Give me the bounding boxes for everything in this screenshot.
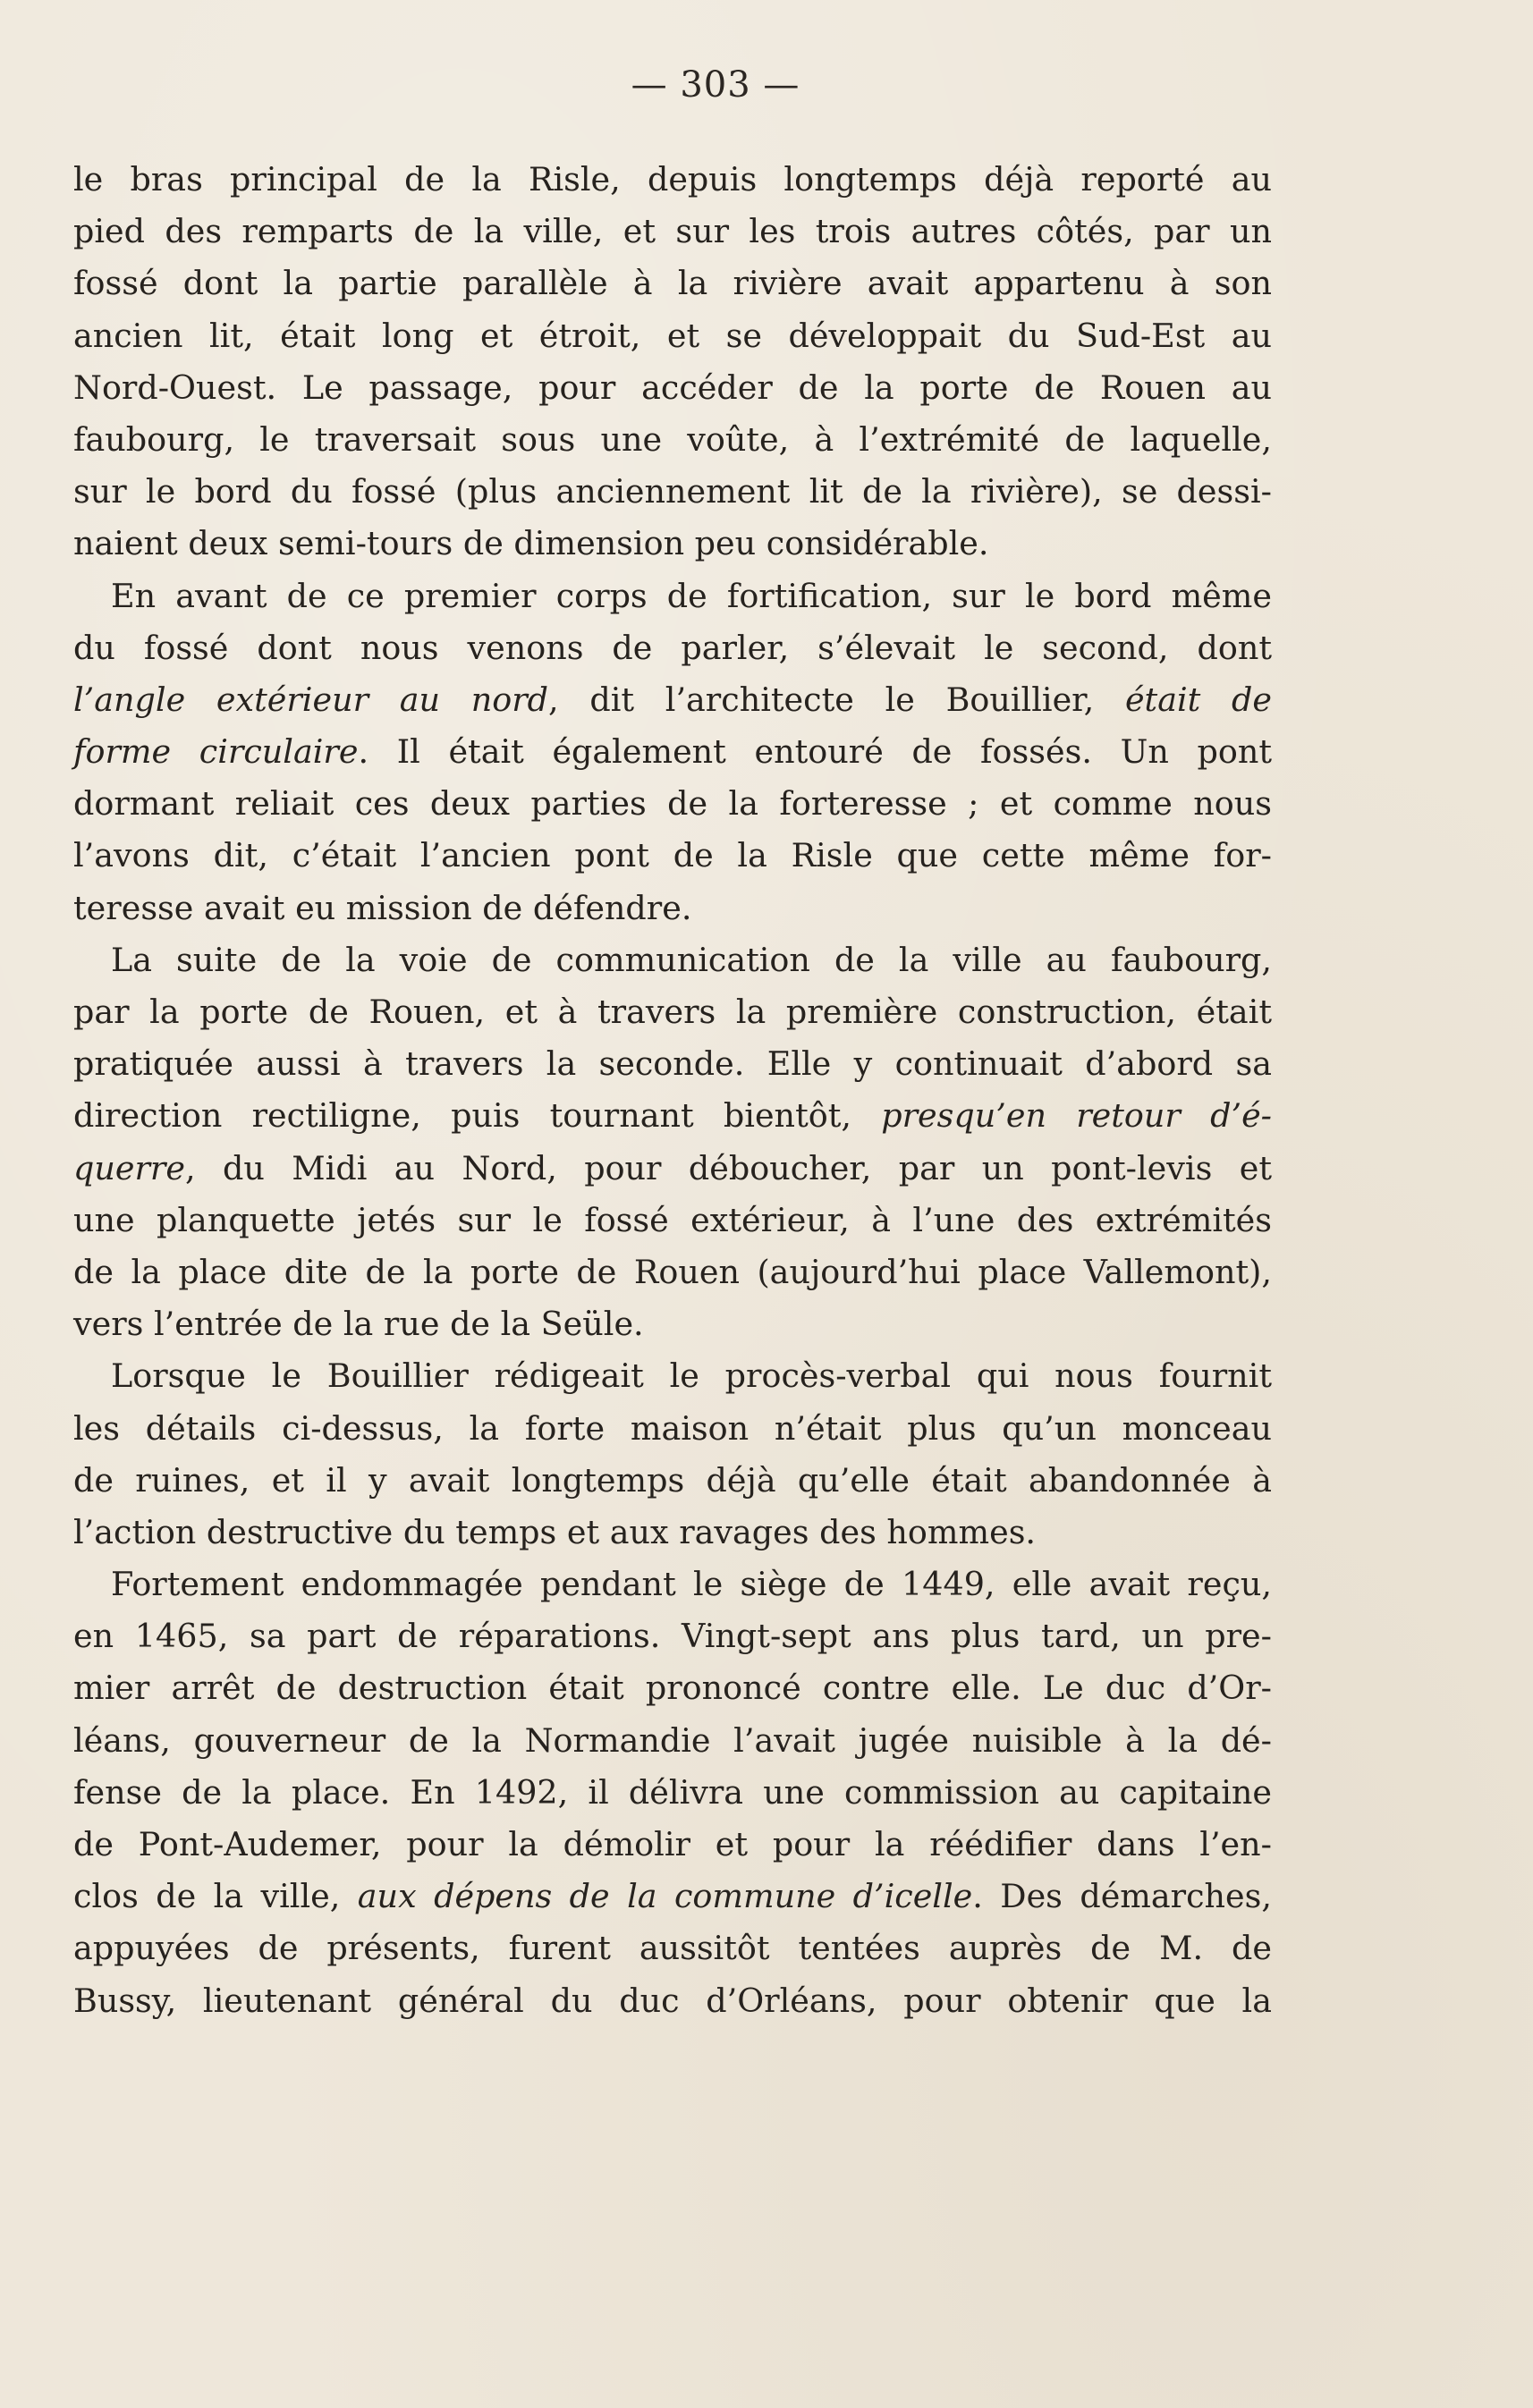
text-segment: les détails ci-dessus, la forte maison n’était plus qu’un monceau	[73, 1408, 1272, 1448]
text-line	[73, 466, 1272, 518]
text-segment: pratiquée aussi à travers la seconde. Elle y continuait d’abord sa	[73, 1044, 1272, 1084]
text-line	[73, 1715, 1272, 1767]
italic-segment: presqu’en retour d’é-	[881, 1096, 1273, 1136]
text-segment: , du Midi au Nord, pour déboucher, par un pont-levis et	[184, 1148, 1272, 1187]
text-line	[73, 1455, 1272, 1507]
text-segment: En avant de ce premier corps de fortification, sur le bord même	[111, 576, 1272, 615]
text-segment: de Pont-Audemer, pour la démolir et pour la réédifier dans l’en-	[73, 1825, 1272, 1863]
text-line	[73, 414, 1272, 466]
text-line	[73, 1767, 1272, 1819]
text-segment: teresse avait eu mission de défendre.	[73, 888, 692, 927]
text-line	[73, 310, 1272, 362]
text-segment: ancien lit, était long et étroit, et se développait du Sud-Est au	[73, 316, 1272, 355]
text-segment: une planquette jetés sur le fossé extérieur, à l’une des extrémités	[73, 1200, 1272, 1239]
text-line	[73, 1143, 1272, 1195]
text-line	[73, 934, 1272, 986]
text-line	[73, 986, 1272, 1038]
text-segment: direction rectiligne, puis tournant bientôt,	[73, 1096, 882, 1136]
text-segment: Bussy, lieutenant général du duc d’Orléans, pour obtenir que la	[73, 1981, 1272, 2020]
text-segment: fossé dont la partie parallèle à la rivière avait appartenu à son	[73, 264, 1272, 303]
text-segment: appuyées de présents, furent aussitôt tentées auprès de M. de	[73, 1929, 1272, 1968]
text-segment: du fossé dont nous venons de parler, s’élevait le second, dont	[73, 628, 1272, 667]
text-line	[73, 622, 1272, 674]
text-line	[73, 1090, 1272, 1142]
text-segment: . Il était également entouré de fossés. Un pont	[358, 732, 1272, 772]
text-line	[73, 726, 1272, 778]
text-segment: Lorsque le Bouillier rédigeait le procès-verbal qui nous fournit	[111, 1356, 1272, 1396]
text-line	[73, 1871, 1272, 1922]
text-line	[73, 778, 1272, 830]
italic-segment: l’angle extérieur au nord	[73, 680, 549, 719]
text-segment: léans, gouverneur de la Normandie l’avait jugée nuisible à la dé-	[73, 1720, 1272, 1760]
text-line	[73, 883, 1272, 934]
text-segment: de ruines, et il y avait longtemps déjà qu’elle était abandonnée à	[73, 1460, 1272, 1500]
text-segment: Nord-Ouest. Le passage, pour accéder de la porte de Rouen au	[73, 368, 1272, 407]
body-text	[73, 154, 1272, 2027]
text-segment: l’action destructive du temps et aux ravages des hommes.	[73, 1512, 1037, 1551]
text-line	[73, 1922, 1272, 1974]
text-segment: . Des démarches,	[972, 1877, 1272, 1916]
italic-segment: était de	[1124, 680, 1272, 719]
text-segment: le bras principal de la Risle, depuis longtemps déjà reporté au	[73, 160, 1272, 199]
text-line	[73, 258, 1272, 309]
text-line	[73, 1246, 1272, 1298]
text-line	[73, 1038, 1272, 1090]
text-line	[73, 362, 1272, 414]
text-segment: La suite de la voie de communication de la ville au faubourg,	[111, 940, 1272, 979]
text-line	[73, 1610, 1272, 1662]
text-line	[73, 1559, 1272, 1610]
text-segment: vers l’entrée de la rue de la Seüle.	[73, 1305, 644, 1344]
text-line	[73, 1350, 1272, 1402]
text-line	[73, 1662, 1272, 1714]
italic-segment: forme circulaire	[73, 732, 359, 772]
text-line	[73, 154, 1272, 206]
text-segment: clos de la ville,	[73, 1877, 358, 1916]
text-segment: dormant reliait ces deux parties de la forteresse ; et comme nous	[73, 784, 1272, 824]
italic-segment: aux dépens de la commune d’icelle	[357, 1877, 973, 1916]
text-segment: naient deux semi-tours de dimension peu considérable.	[73, 524, 989, 563]
text-segment: fense de la place. En 1492, il délivra une commission au capitaine	[73, 1772, 1272, 1812]
text-segment: de la place dite de la porte de Rouen (aujourd’hui place Vallemont),	[73, 1252, 1272, 1291]
text-line	[73, 570, 1272, 622]
text-line	[73, 1975, 1272, 2027]
text-line	[73, 518, 1272, 570]
text-segment: , dit l’architecte le Bouillier,	[548, 680, 1125, 719]
text-segment: pied des remparts de la ville, et sur les trois autres côtés, par un	[73, 212, 1272, 251]
text-line	[73, 1819, 1272, 1871]
text-line	[73, 206, 1272, 258]
text-segment: sur le bord du fossé (plus anciennement lit de la rivière), se dessi-	[73, 472, 1272, 511]
text-line	[73, 1403, 1272, 1455]
text-segment: par la porte de Rouen, et à travers la première construction, était	[73, 993, 1272, 1031]
text-line	[73, 1298, 1272, 1350]
text-segment: Fortement endommagée pendant le siège de 1449, elle avait reçu,	[111, 1565, 1272, 1604]
text-segment: mier arrêt de destruction était prononcé contre elle. Le duc d’Or-	[73, 1669, 1272, 1708]
text-segment: faubourg, le traversait sous une voûte, à l’extrémité de laquelle,	[73, 419, 1272, 459]
text-segment: l’avons dit, c’était l’ancien pont de la Risle que cette même for-	[73, 836, 1272, 875]
text-line	[73, 1195, 1272, 1246]
text-line	[73, 1507, 1272, 1559]
page-number: — 303 —	[631, 64, 800, 106]
text-line	[73, 674, 1272, 726]
text-line	[73, 830, 1272, 882]
italic-segment: querre	[73, 1148, 185, 1187]
text-segment: en 1465, sa part de réparations. Vingt-sept ans plus tard, un pre-	[73, 1617, 1272, 1656]
